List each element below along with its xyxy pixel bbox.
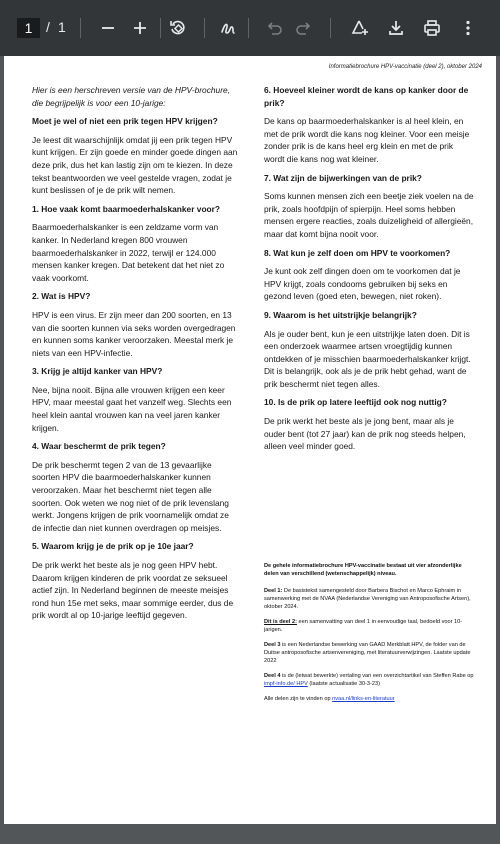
toolbar-divider [330,18,331,38]
brochure-notes [264,562,474,710]
intro-text: Hier is een herschreven versie van de HPV-brochure, die begrijpelijk is voor een 10-jarige: [32,85,230,108]
section-body: De prik werkt het beste als je jong bent, maar als je ouder bent (tot 27 jaar) kan de prik nog steeds helpen, alleen veel minder goed. [264,416,466,452]
section-heading: 4. Waar beschermt de prik tegen? [32,441,166,452]
section-body: HPV is een virus. Er zijn meer dan 200 soorten, en 13 van die soorten kunnen via seks worden overgedragen en kunnen soms kanker veroorzaken. Meestal merk je niets van een HPV-infectie. [32,309,236,358]
download-icon[interactable] [384,16,408,40]
section-body: Je kunt ook zelf dingen doen om te voorkomen dat je HPV krijgt, zoals condooms gebruiken bij seks en gezond leven (goed eten, bewegen, niet roken). [264,266,461,302]
note-deel-4: Deel 4 is de (letwat bewerkte) vertaling van een overzichtartikel van Steffen Rabe op impf-info.de/ HPV (laatste actualisatie 30-3-23) [264,673,474,687]
section-body: Soms kunnen mensen zich een beetje ziek voelen na de prik, zoals hoofdpijn of spierpijn. Heel soms hebben mensen ergere reacties, zoals duizeligheid of allergieën, maar dat komt bijna nooit voor. [264,191,474,239]
section-heading: 3. Krijg je altijd kanker van HPV? [32,366,163,377]
total-pages: 1 [58,19,66,35]
print-icon[interactable] [420,16,444,40]
section-heading: 6. Hoeveel kleiner wordt de kans op kanker door de prik? [264,85,469,108]
draw-icon[interactable] [216,16,240,40]
undo-icon[interactable] [262,16,286,40]
page-separator: / [46,19,50,35]
notes-title: De gehele informatiebrochure HPV-vaccinatie bestaat uit vier afzonderlijke delen van verschillend (wetenschappelijk) niveau. [264,563,462,577]
section-heading: 7. Wat zijn de bijwerkingen van de prik? [264,172,422,183]
toolbar-divider [248,18,249,38]
zoom-in-icon[interactable] [128,16,152,40]
toolbar-divider [160,18,161,38]
section-body: Baarmoederhalskanker is een zeldzame vorm van kanker. In Nederland kregen 800 vrouwen baarmoederhalskanker in 2022, terwijl er 124.000 mensen kanker kregen. Dat betekent dat het niet zo vaak voorkomt. [32,222,225,283]
left-column [32,84,240,626]
pdf-toolbar [0,0,500,56]
section-body: Nee, bijna nooit. Bijna alle vrouwen krijgen een keer HPV, maar meestal gaat het vanzelf weg. Slechts een heel klein aantal vrouwen kan na veel jaren kanker krijgen. [32,384,232,433]
section-body: De prik werkt het beste als je nog geen HPV hebt. Daarom krijgen kinderen de prik voordat ze seksueel actief zijn. In Nederland beginnen de meeste meisjes rond hun 15e met seks, maar sommige eerder, dus de prik wordt al op 10-jarige leeftijd gegeven. [32,560,234,621]
toolbar-divider [204,18,205,38]
section-heading: 5. Waarom krijg je de prik op je 10e jaar? [32,541,194,552]
note-deel-1: Deel 1: De basistekst samengesteld door Barbera Bischot en Marco Ephraim in samenwerking met de NVAA (Nederlandse Vereniging van Antroposofische Artsen), oktober 2024. [264,588,471,610]
section-heading: 8. Wat kun je zelf doen om HPV te voorkomen? [264,247,451,258]
toolbar-divider [80,18,81,38]
section-body: De kans op baarmoederhalskanker is al heel klein, en met de prik wordt die kans nog kleiner. Voor een meisje zonder prik is de kans heel erg klein en met de prik wordt die kans nog wat kleiner. [264,116,470,164]
redo-icon[interactable] [292,16,316,40]
add-annotation-icon[interactable] [348,16,372,40]
section-heading: 10. Is de prik op latere leeftijd ook nog nuttig? [264,397,447,408]
right-column [264,84,474,457]
section-body: De prik beschermt tegen 2 van de 13 gevaarlijke soorten HPV die baarmoederhalskanker kunnen veroorzaken. Maar het beschermt niet tegen alle soorten. Ook weten we nog niet of de prik levenslang werkt. Jongens krijgen de prik voornamelijk omdat ze de infectie dan niet kunnen overdragen op meisjes. [32,459,229,533]
section-body: Je leest dit waarschijnlijk omdat jij een prik tegen HPV kunt krijgen. Er zijn goede en minder goede dingen aan deze prik, dus het kan lastig zijn om te kiezen. In deze tekst beantwoorden we veel gestelde vragen, zodat je kunt beslissen of je de prik wilt nemen. [32,134,238,196]
pdf-page [4,56,496,824]
current-page-input[interactable]: 1 [17,18,40,38]
more-icon[interactable] [456,16,480,40]
nvaa-link[interactable]: nvaa.nl/links-en-literatuur [332,696,395,702]
section-body: Als je ouder bent, kun je een uitstrijkje laten doen. Dit is een onderzoek waarmee artsen vroegtijdig kunnen ontdekken of je misschien baarmoederhalskanker krijgt. Dit is belangrijk, ook als je de prik hebt gehad, want de prik beschermt niet tegen alles. [264,328,471,389]
section-heading: Moet je wel of niet een prik tegen HPV krijgen? [32,116,218,127]
section-heading: 9. Waarom is het uitstrijkje belangrijk? [264,309,417,320]
rotate-icon[interactable] [166,16,190,40]
note-all-parts: Alle delen zijn te vinden op nvaa.nl/links-en-literatuur [264,696,395,702]
section-heading: 1. Hoe vaak komt baarmoederhalskanker voor? [32,203,221,214]
section-heading: 2. Wat is HPV? [32,291,91,302]
impf-info-link[interactable]: impf-info.de/ HPV [264,681,308,687]
note-deel-3: Deel 3 is een Nederlandse bewerking van GAAD Merkblatt HPV, de folder van de Duitse antroposofische artsenvereniging, met literatuurverwijzingen. Laatste update 2022 [264,642,471,664]
zoom-out-icon[interactable] [96,16,120,40]
note-deel-2: Dit is deel 2: een samenvatting van deel 1 in eenvoudige taal, bedoeld voor 10-jarigen. [264,619,463,633]
header-note: Informatiebrochure HPV-vaccinatie (deel 2), oktober 2024 [328,64,482,70]
